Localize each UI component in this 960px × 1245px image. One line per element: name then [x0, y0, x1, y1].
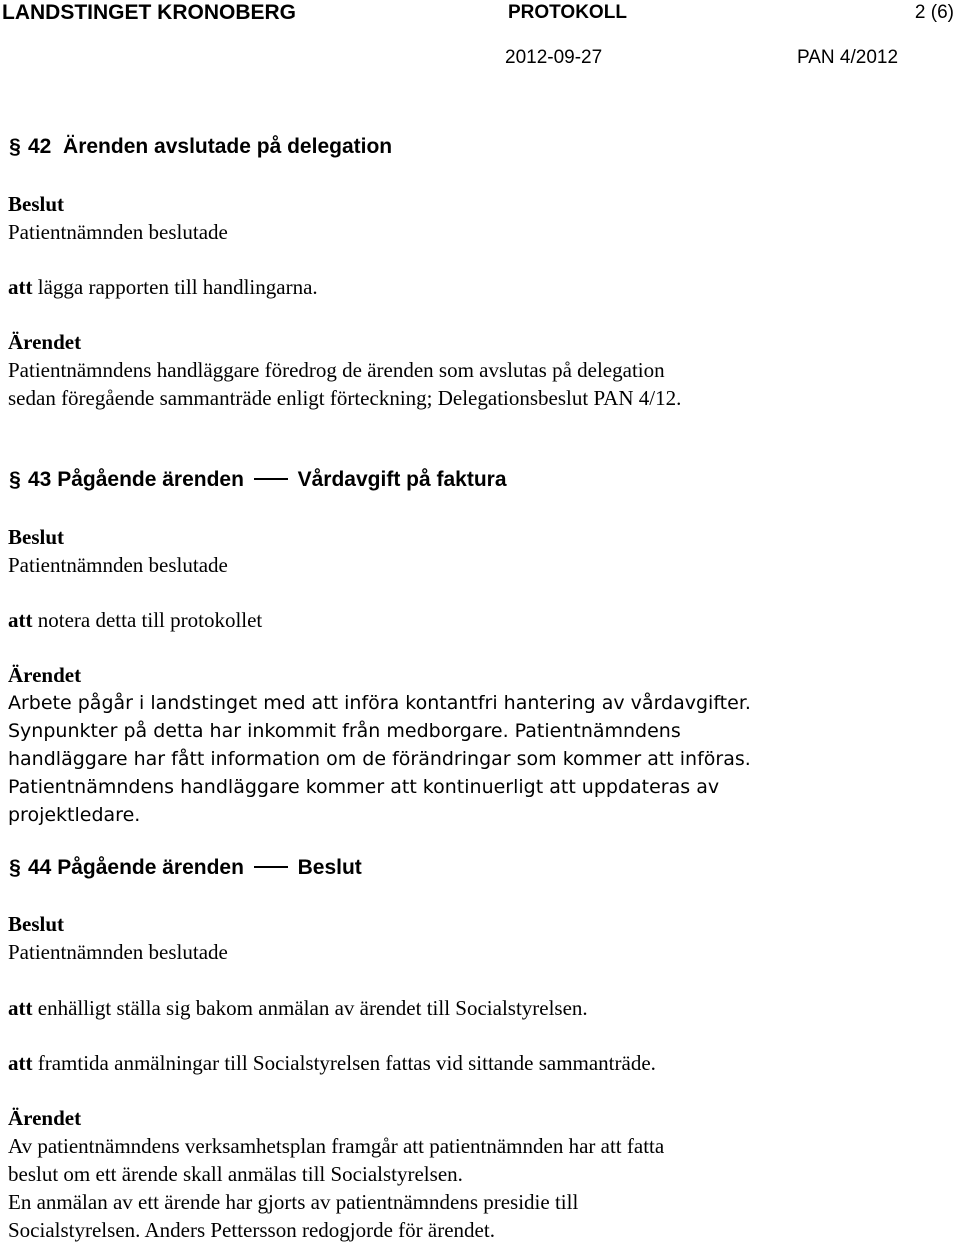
arendet-text	[8, 689, 948, 829]
document-reference: PAN 4/2012	[797, 47, 899, 68]
section-42-heading	[8, 133, 392, 161]
decision-text: enhälligt ställa sig bakom anmälan av ärendet till Socialstyrelsen.	[37, 996, 588, 1020]
meeting-date: 2012-09-27	[505, 47, 603, 68]
att-label: att	[8, 1051, 33, 1075]
decision-text: notera detta till protokollet	[37, 608, 263, 632]
section-number: 42	[28, 135, 52, 158]
arendet-line: Arbete pågår i landstinget med att införa kontantfri hantering av vårdavgifter.	[8, 692, 751, 714]
paragraph-symbol: §	[9, 856, 21, 879]
arendet-line: En anmälan av ett ärende har gjorts av patientnämndens presidie till	[8, 1190, 579, 1214]
att-label: att	[8, 275, 33, 299]
beslut-label: Beslut	[8, 192, 65, 216]
section-44-heading	[8, 854, 362, 882]
page-number: 2 (6)	[914, 2, 954, 23]
beslut-label: Beslut	[8, 912, 65, 936]
arendet-line: Socialstyrelsen. Anders Pettersson redogjorde för ärendet.	[8, 1218, 495, 1242]
section-title-right: Vårdavgift på faktura	[297, 468, 507, 491]
arendet-label: Ärendet	[8, 330, 82, 354]
arendet-line: Patientnämndens handläggare föredrog de ärenden som avslutas på delegation	[8, 358, 665, 382]
arendet-text	[8, 1132, 948, 1244]
att-label: att	[8, 996, 33, 1020]
arendet-line: handläggare har fått information om de förändringar som kommer att införas.	[8, 748, 751, 770]
title-dash	[254, 478, 288, 480]
document-type: PROTOKOLL	[508, 2, 627, 23]
arendet-line: sedan föregående sammanträde enligt förteckning; Delegationsbeslut PAN 4/12.	[8, 386, 682, 410]
paragraph-symbol: §	[9, 468, 21, 491]
arendet-line: projektledare.	[8, 804, 141, 826]
section-title-left: Pågående ärenden	[57, 856, 244, 879]
decision-text: framtida anmälningar till Socialstyrelsen fattas vid sittande sammanträde.	[37, 1051, 656, 1075]
decision-text: lägga rapporten till handlingarna.	[37, 275, 318, 299]
section-title-left: Pågående ärenden	[57, 468, 244, 491]
arendet-line: beslut om ett ärende skall anmälas till Socialstyrelsen.	[8, 1162, 463, 1186]
section-number: 43	[28, 468, 52, 491]
organization-name: LANDSTINGET KRONOBERG	[2, 1, 296, 24]
decided-by: Patientnämnden beslutade	[8, 220, 228, 244]
paragraph-symbol: §	[9, 135, 21, 158]
decision-item	[8, 994, 588, 1022]
section-title-right: Beslut	[297, 856, 362, 879]
arendet-label: Ärendet	[8, 663, 82, 687]
decided-by: Patientnämnden beslutade	[8, 940, 228, 964]
arendet-line: Patientnämndens handläggare kommer att kontinuerligt att uppdateras av	[8, 776, 720, 798]
section-43-heading	[8, 466, 507, 494]
arendet-text	[8, 356, 948, 412]
decided-by: Patientnämnden beslutade	[8, 553, 228, 577]
title-dash	[254, 866, 288, 868]
arendet-line: Av patientnämndens verksamhetsplan framgår att patientnämnden har att fatta	[8, 1134, 665, 1158]
att-label: att	[8, 608, 33, 632]
decision-item	[8, 273, 318, 301]
decision-item	[8, 606, 262, 634]
arendet-line: Synpunkter på detta har inkommit från medborgare. Patientnämndens	[8, 720, 681, 742]
decision-item	[8, 1049, 656, 1077]
beslut-label: Beslut	[8, 525, 65, 549]
section-number: 44	[28, 856, 52, 879]
arendet-label: Ärendet	[8, 1106, 82, 1130]
section-title: Ärenden avslutade på delegation	[63, 135, 393, 158]
